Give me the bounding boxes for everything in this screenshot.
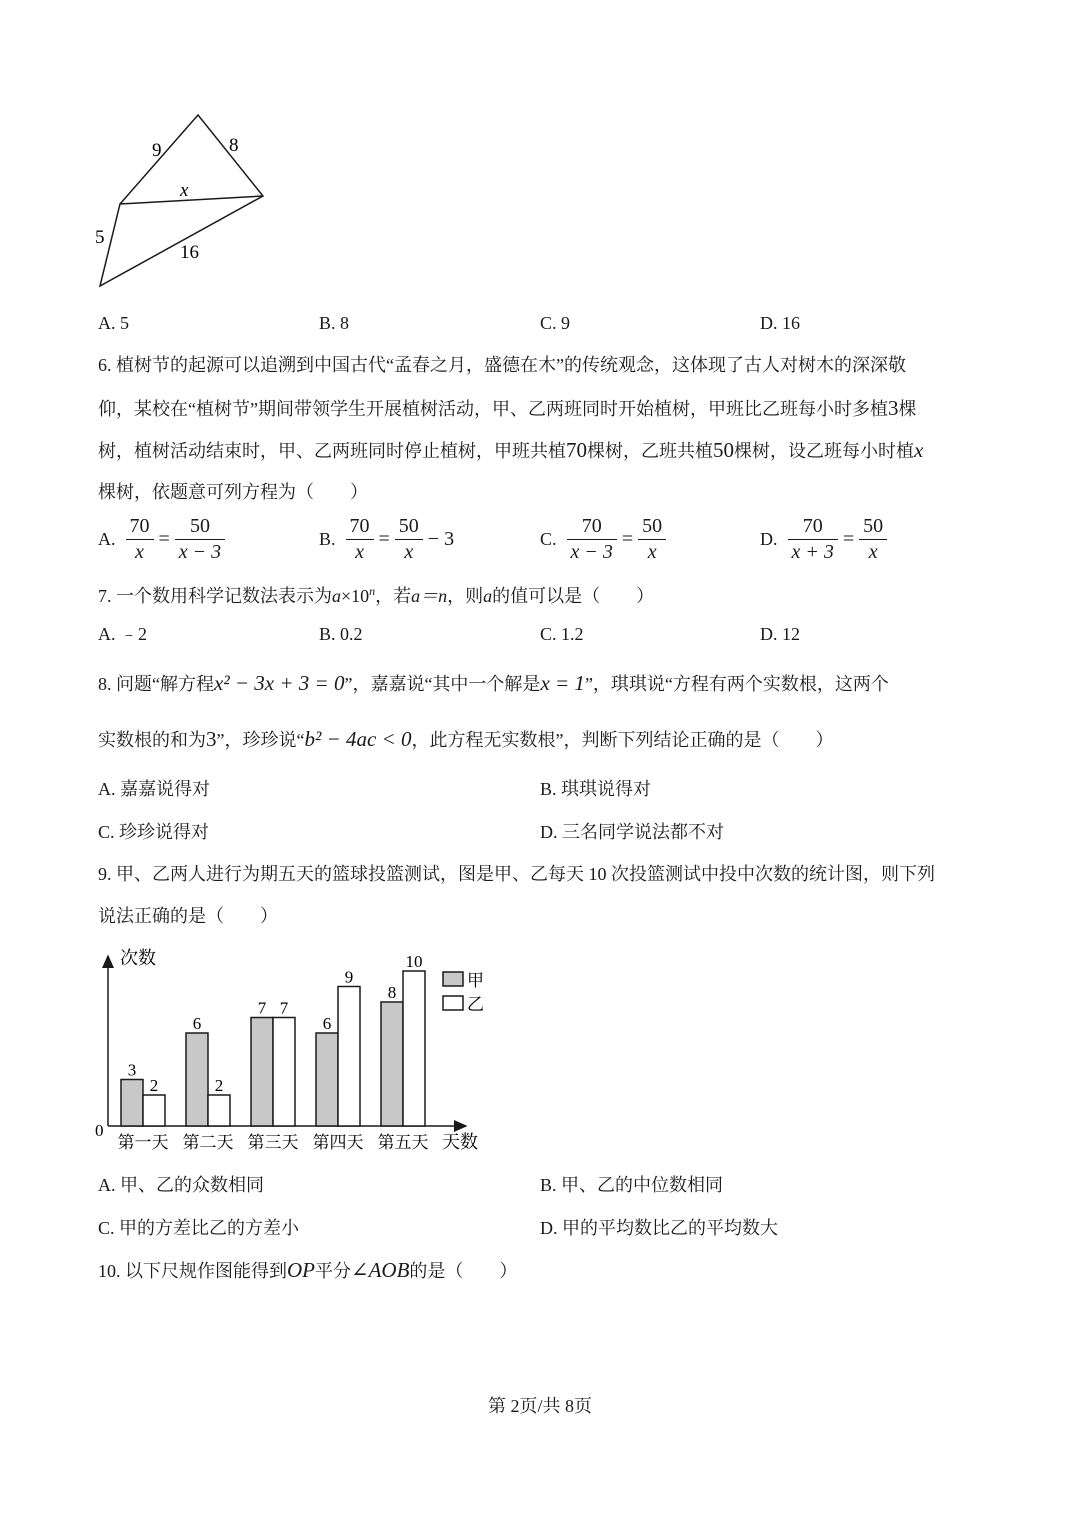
bar-value-label: 7 xyxy=(257,998,267,1018)
q7-text-a: 7. 一个数用科学记数法表示为 xyxy=(98,586,332,606)
bar-value-label: 2 xyxy=(149,1076,159,1095)
q10-segment-op: OP xyxy=(287,1258,315,1282)
q9-option-b: B. 甲、乙的中位数相同 xyxy=(540,1175,724,1195)
category-label: 第一天 xyxy=(117,1133,169,1152)
q8-text-f: ，此方程无实数根”，判断下列结论正确的是（ ） xyxy=(411,730,834,750)
q10-text-b: 平分 xyxy=(315,1261,351,1281)
bar-value-label: 6 xyxy=(322,1014,332,1033)
q7-option-b: B. 0.2 xyxy=(319,624,363,644)
q6-line-2-text: 仰，某校在“植树节”期间带领学生开展植树活动，甲、乙两班同时开始植树，甲班比乙班每小时多植 xyxy=(98,399,888,419)
equals-sign: = xyxy=(621,528,634,550)
q9-option-c: C. 甲的方差比乙的方差小 xyxy=(98,1218,300,1238)
numerator: 50 xyxy=(859,514,887,540)
q6-option-b-tail: − 3 xyxy=(427,528,455,550)
bar-yi-day-1 xyxy=(143,1095,165,1126)
q8-text-d: 实数根的和为 xyxy=(98,730,206,750)
q5-option-c: C. 9 xyxy=(540,313,571,333)
q9-line-2: 说法正确的是（ ） xyxy=(98,906,278,926)
q6-option-a-label: A. xyxy=(98,529,116,549)
q9-option-d: D. 甲的平均数比乙的平均数大 xyxy=(540,1218,778,1238)
q8-option-c: C. 珍珍说得对 xyxy=(98,822,210,842)
bar-jia-day-1 xyxy=(121,1080,143,1127)
bar-group xyxy=(118,952,429,1152)
bar-yi-day-4 xyxy=(338,987,360,1127)
q8-option-a: A. 嘉嘉说得对 xyxy=(98,779,210,799)
q7-exponent-n: n xyxy=(369,584,376,598)
q6-option-d-label: D. xyxy=(760,529,778,549)
q5-option-a: A. 5 xyxy=(98,313,129,333)
q7-stem xyxy=(98,579,654,608)
equals-sign: = xyxy=(378,528,390,550)
bar-value-label: 7 xyxy=(279,998,289,1018)
legend-label: 乙 xyxy=(467,995,484,1014)
numerator: 70 xyxy=(567,514,617,540)
q6-option-b-label: B. xyxy=(319,529,336,549)
denominator: x xyxy=(404,541,414,563)
q6-number-50: 50 xyxy=(713,438,734,462)
q8-number-3: 3 xyxy=(206,727,217,751)
q6-option-a xyxy=(98,514,225,565)
q6-variable-x: x xyxy=(914,438,924,462)
q5-option-d: D. 16 xyxy=(760,313,800,333)
side-label-9: 9 xyxy=(152,140,162,161)
q6-option-a-left-fraction xyxy=(126,514,154,565)
q8-discriminant: b² − 4ac < 0 xyxy=(304,727,412,751)
q8-text-a: 8. 问题“解方程 xyxy=(98,674,214,694)
q7-text-b: ，若 xyxy=(375,586,412,606)
q10-text-c: 的是（ ） xyxy=(409,1261,518,1281)
bar-jia-day-2 xyxy=(186,1033,208,1126)
q7-condition: a＝n xyxy=(411,586,448,606)
bar-value-label: 2 xyxy=(214,1076,224,1095)
q7-var-a-2: a xyxy=(483,586,493,606)
bar-jia-day-4 xyxy=(316,1033,338,1126)
numerator: 50 xyxy=(395,514,423,540)
q6-option-b-right-fraction xyxy=(395,514,423,565)
q8-text-b: ”，嘉嘉说“其中一个解是 xyxy=(344,674,541,694)
numerator: 70 xyxy=(346,514,374,540)
numerator: 70 xyxy=(788,514,838,540)
q6-line-2 xyxy=(98,396,916,421)
q6-option-a-right-fraction xyxy=(175,514,225,565)
q8-text-c: ”，琪琪说“方程有两个实数根，这两个 xyxy=(584,674,889,694)
side-label-5: 5 xyxy=(95,227,105,248)
q10-angle-aob: ∠AOB xyxy=(351,1258,410,1282)
bar-yi-day-5 xyxy=(403,971,425,1126)
q6-option-c xyxy=(540,514,666,565)
legend-label: 甲 xyxy=(467,971,484,990)
q7-times-ten: ×10 xyxy=(341,586,370,606)
q6-line-3-mid2: 棵树，设乙班每小时植 xyxy=(734,441,914,461)
denominator: x + 3 xyxy=(791,541,834,563)
q8-text-e: ”，珍珍说“ xyxy=(216,730,305,750)
q6-option-b-left-fraction xyxy=(346,514,374,565)
q8-option-d: D. 三名同学说法都不对 xyxy=(540,822,724,842)
q5-option-b: B. 8 xyxy=(319,313,350,333)
q6-line-3 xyxy=(98,438,923,463)
bar-yi-day-3 xyxy=(273,1018,295,1127)
bar-jia-day-3 xyxy=(251,1018,273,1127)
x-axis-label: 天数 xyxy=(442,1132,478,1152)
denominator: x xyxy=(647,541,657,563)
q9-option-a: A. 甲、乙的众数相同 xyxy=(98,1175,264,1195)
bar-value-label: 3 xyxy=(127,1060,137,1080)
numerator: 50 xyxy=(638,514,666,540)
q7-option-c: C. 1.2 xyxy=(540,624,584,644)
q6-number-70: 70 xyxy=(566,438,587,462)
q6-number-3: 3 xyxy=(887,396,899,420)
quadrilateral-figure xyxy=(90,108,280,293)
equals-sign: = xyxy=(842,528,855,550)
q8-equation: x² − 3x + 3 = 0 xyxy=(214,671,345,695)
bar-value-label: 8 xyxy=(387,983,397,1002)
denominator: x xyxy=(135,541,144,563)
category-label: 第二天 xyxy=(182,1133,234,1152)
q6-line-3-text: 树，植树活动结束时，甲、乙两班同时停止植树，甲班共植 xyxy=(98,441,566,461)
diagonal-label-x: x xyxy=(180,180,189,201)
bar-value-label: 9 xyxy=(344,967,354,987)
q6-option-c-right-fraction xyxy=(638,514,666,565)
q7-text-d: 的值可以是（ ） xyxy=(492,586,655,606)
bar-yi-day-2 xyxy=(208,1095,230,1126)
q6-line-3-mid: 棵树，乙班共植 xyxy=(587,441,713,461)
bar-value-label: 10 xyxy=(405,952,423,971)
numerator: 50 xyxy=(175,514,225,540)
q6-option-d xyxy=(760,514,887,565)
q6-option-d-left-fraction xyxy=(788,514,838,565)
bar-jia-day-5 xyxy=(381,1002,403,1126)
category-label: 第五天 xyxy=(377,1133,429,1152)
q8-solution: x = 1 xyxy=(540,671,585,695)
q9-line-1: 9. 甲、乙两人进行为期五天的篮球投篮测试，图是甲、乙每天 10 次投篮测试中投中次数的统计图，则下列 xyxy=(98,864,935,884)
q6-line-4: 棵树，依题意可列方程为（ ） xyxy=(98,482,368,502)
q10-text-a: 10. 以下尺规作图能得到 xyxy=(98,1261,287,1281)
q8-line-1 xyxy=(98,671,889,696)
numerator: 70 xyxy=(126,514,154,540)
q7-var-a: a xyxy=(332,586,341,606)
q8-line-2 xyxy=(98,727,833,752)
q7-text-c: ，则 xyxy=(447,586,484,606)
page-footer: 第 2页/共 8页 xyxy=(487,1396,592,1416)
q7-option-a: A. ﹣2 xyxy=(98,624,147,644)
side-label-16: 16 xyxy=(180,242,199,263)
equals-sign: = xyxy=(158,528,170,550)
bar-chart xyxy=(88,940,498,1165)
q6-option-d-right-fraction xyxy=(859,514,887,565)
denominator: x − 3 xyxy=(570,541,613,563)
q8-option-b: B. 琪琪说得对 xyxy=(540,779,652,799)
q6-option-b xyxy=(319,514,459,565)
chart-legend xyxy=(443,971,484,1014)
legend-swatch xyxy=(443,996,463,1010)
denominator: x xyxy=(868,541,878,563)
q10-stem xyxy=(98,1258,517,1283)
q6-option-c-left-fraction xyxy=(567,514,617,565)
origin-label: 0 xyxy=(95,1121,104,1140)
category-label: 第四天 xyxy=(312,1133,364,1152)
q6-line-1: 6. 植树节的起源可以追溯到中国古代“孟春之月，盛德在木”的传统观念，这体现了古人对树木的深深敬 xyxy=(98,355,906,375)
category-label: 第三天 xyxy=(247,1133,299,1152)
legend-swatch xyxy=(443,972,463,986)
q6-line-2-end: 棵 xyxy=(898,399,917,419)
side-label-8: 8 xyxy=(229,135,239,156)
bar-value-label: 6 xyxy=(192,1014,202,1033)
q6-option-c-label: C. xyxy=(540,529,557,549)
y-axis-label: 次数 xyxy=(120,948,156,968)
denominator: x − 3 xyxy=(178,541,222,563)
denominator: x xyxy=(355,541,364,563)
q7-option-d: D. 12 xyxy=(760,624,800,644)
